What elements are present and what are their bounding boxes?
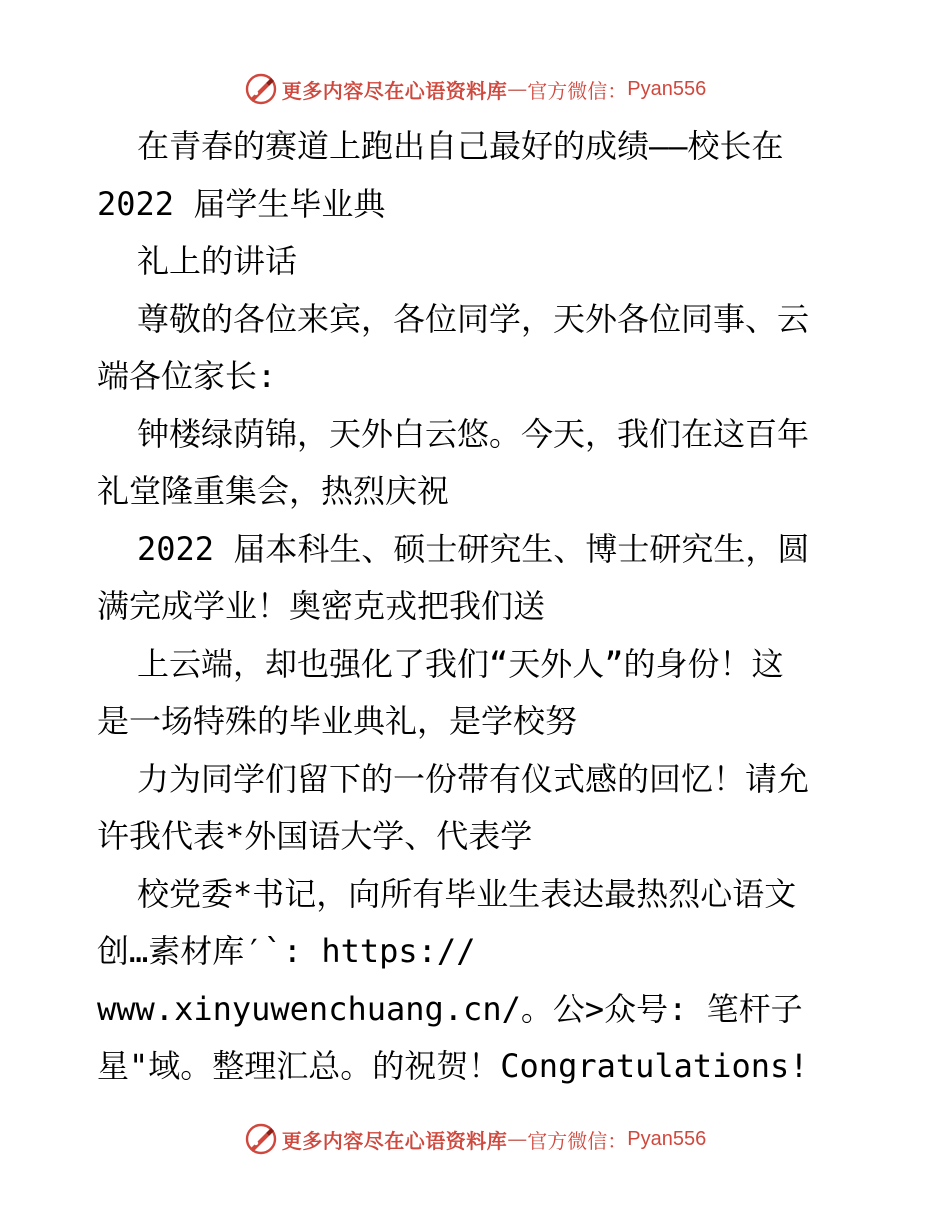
text-line: 2022 届学生毕业典 xyxy=(97,184,386,223)
text-line: 力为同学们留下的一份带有仪式感的回忆！请允 xyxy=(137,759,810,798)
text-line: 礼上的讲话 xyxy=(137,242,298,280)
text-line: 满完成学业！奥密克戎把我们送 xyxy=(97,587,546,625)
text-line: 星"域。整理汇总。的祝贺！Congratulations! xyxy=(97,1047,809,1085)
text-line: 许我代表*外国语大学、代表学 xyxy=(97,817,533,855)
banner-separator: — xyxy=(507,1127,528,1151)
text-line: 创…素材库′`: https:// xyxy=(97,932,476,970)
document-body xyxy=(97,118,867,1096)
banner-label: 官方微信： xyxy=(527,78,628,103)
text-line: 在青春的赛道上跑出自己最好的成绩——校长在 xyxy=(137,127,784,165)
text-line: 上云端，却也强化了我们“天外人”的身份！这 xyxy=(137,644,784,683)
text-line: 礼堂隆重集会，热烈庆祝 xyxy=(97,472,450,510)
banner-separator: — xyxy=(507,77,528,101)
pen-logo-icon xyxy=(244,72,278,106)
header-banner xyxy=(0,69,950,109)
banner-text: 更多内容尽在心语资料库 xyxy=(281,1128,508,1153)
banner-text: 更多内容尽在心语资料库 xyxy=(281,78,508,103)
text-line: 校党委*书记，向所有毕业生表达最热烈心语文 xyxy=(137,874,797,913)
text-line: 是一场特殊的毕业典礼，是学校努 xyxy=(97,702,578,740)
banner-wechat-id: Pyan556 xyxy=(627,1127,707,1150)
text-line: 端各位家长: xyxy=(97,357,277,395)
banner-wechat-id: Pyan556 xyxy=(627,77,707,100)
text-line: 钟楼绿荫锦，天外白云悠。今天，我们在这百年 xyxy=(137,414,810,453)
text-line: 2022 届本科生、硕士研究生、博士研究生，圆 xyxy=(137,529,810,568)
banner-label: 官方微信： xyxy=(527,1128,628,1153)
pen-logo-icon xyxy=(244,1122,278,1156)
footer-banner xyxy=(0,1119,950,1159)
text-line: www.xinyuwenchuang.cn/。公>众号: 笔杆子 xyxy=(97,989,803,1028)
text-line: 尊敬的各位来宾，各位同学，天外各位同事、云 xyxy=(137,299,810,338)
